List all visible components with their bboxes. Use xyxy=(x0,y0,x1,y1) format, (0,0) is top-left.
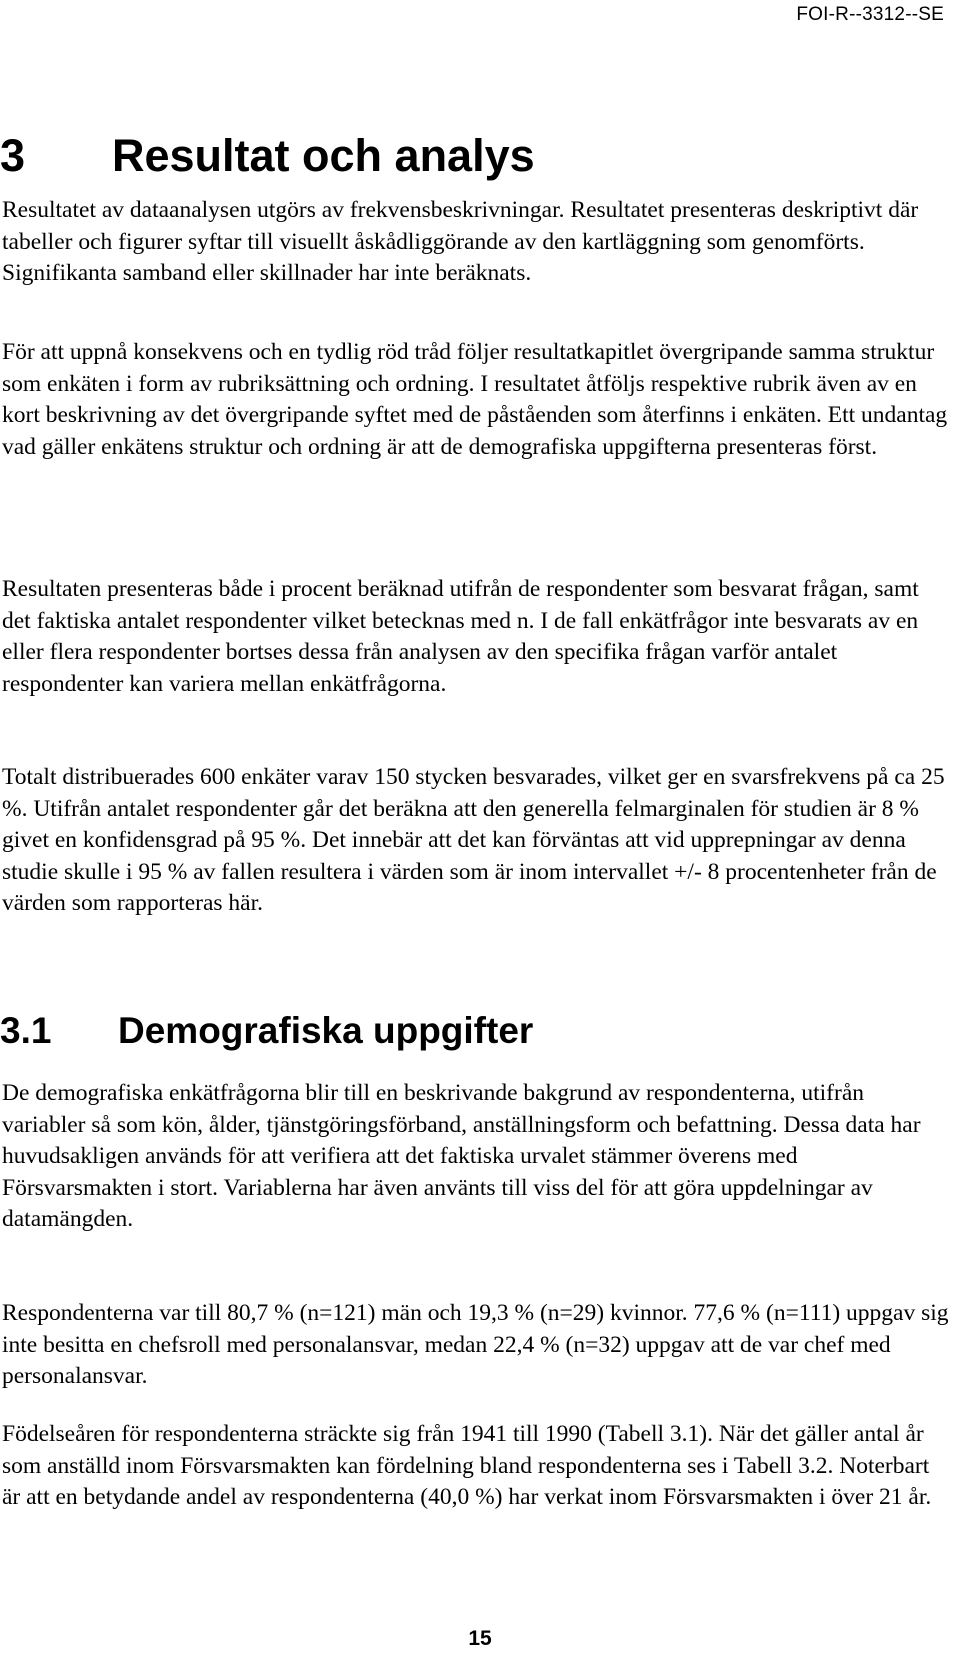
chapter-title: Resultat och analys xyxy=(112,130,535,181)
page-number: 15 xyxy=(468,1627,492,1650)
body-paragraph: Respondenterna var till 80,7 % (n=121) män och 19,3 % (n=29) kvinnor. 77,6 % (n=111) uppgav sig inte besitta en chefsroll med personalansvar, medan 22,4 % (n=32) uppgav att de var chef med personalansvar. xyxy=(2,1300,949,1390)
section-title: Demografiska uppgifter xyxy=(118,1010,534,1051)
report-id: FOI-R--3312--SE xyxy=(796,4,944,25)
chapter-number: 3 xyxy=(0,130,26,181)
body-paragraph: De demografiska enkätfrågorna blir till en beskrivande bakgrund av respondenterna, utifrån variabler så som kön, ålder, tjänstgöringsförband, anställningsform och befattning. Dessa data har huvudsakligen används för att verifiera att det faktiska urvalet stämmer överens med Försvarsmakten i stort. Variablerna har även använts till viss del för att göra uppdelningar av datamängden. xyxy=(2,1080,921,1233)
body-paragraph: Resultaten presenteras både i procent beräknad utifrån de respondenter som besvarat frågan, samt det faktiska antalet respondenter vilket betecknas med n. I de fall enkätfrågor inte besvarats av en eller flera respondenter bortses dessa från analysen av den specifika frågan varför antalet respondenter kan variera mellan enkätfrågorna. xyxy=(2,576,919,697)
section-heading xyxy=(0,1005,533,1057)
body-paragraph: För att uppnå konsekvens och en tydlig röd tråd följer resultatkapitlet övergripande samma struktur som enkäten i form av rubriksättning och ordning. I resultatet åtföljs respektive rubrik även av en kort beskrivning av det övergripande syftet med de påståenden som återfinns i enkäten. Ett undantag vad gäller enkätens struktur och ordning är att de demografiska uppgifterna presenteras först. xyxy=(2,339,948,460)
body-paragraph: Totalt distribuerades 600 enkäter varav 150 stycken besvarades, vilket ger en svarsfrekvens på ca 25 %. Utifrån antalet respondenter går det beräkna att den generella felmarginalen för studien är 8 % givet en konfidensgrad på 95 %. Det innebär att det kan förväntas att vid upprepningar av denna studie skulle i 95 % av fallen resultera i värden som är inom intervallet +/- 8 procentenheter från de värden som rapporteras här. xyxy=(2,764,945,917)
body-paragraph: Födelseåren för respondenterna sträckte sig från 1941 till 1990 (Tabell 3.1). När det gäller antal år som anställd inom Försvarsmakten kan fördelning bland respondenterna ses i Tabell 3.2. Noterbart är att en betydande andel av respondenterna (40,0 %) har verkat inom Försvarsmakten i över 21 år. xyxy=(2,1421,932,1511)
section-number: 3.1 xyxy=(0,1010,52,1051)
body-paragraph: Resultatet av dataanalysen utgörs av frekvensbeskrivningar. Resultatet presenteras deskriptivt där tabeller och figurer syftar till visuellt åskådliggörande av den kartläggning som genomförts. Signifikanta samband eller skillnader har inte beräknats. xyxy=(2,197,919,287)
chapter-heading xyxy=(0,126,535,186)
